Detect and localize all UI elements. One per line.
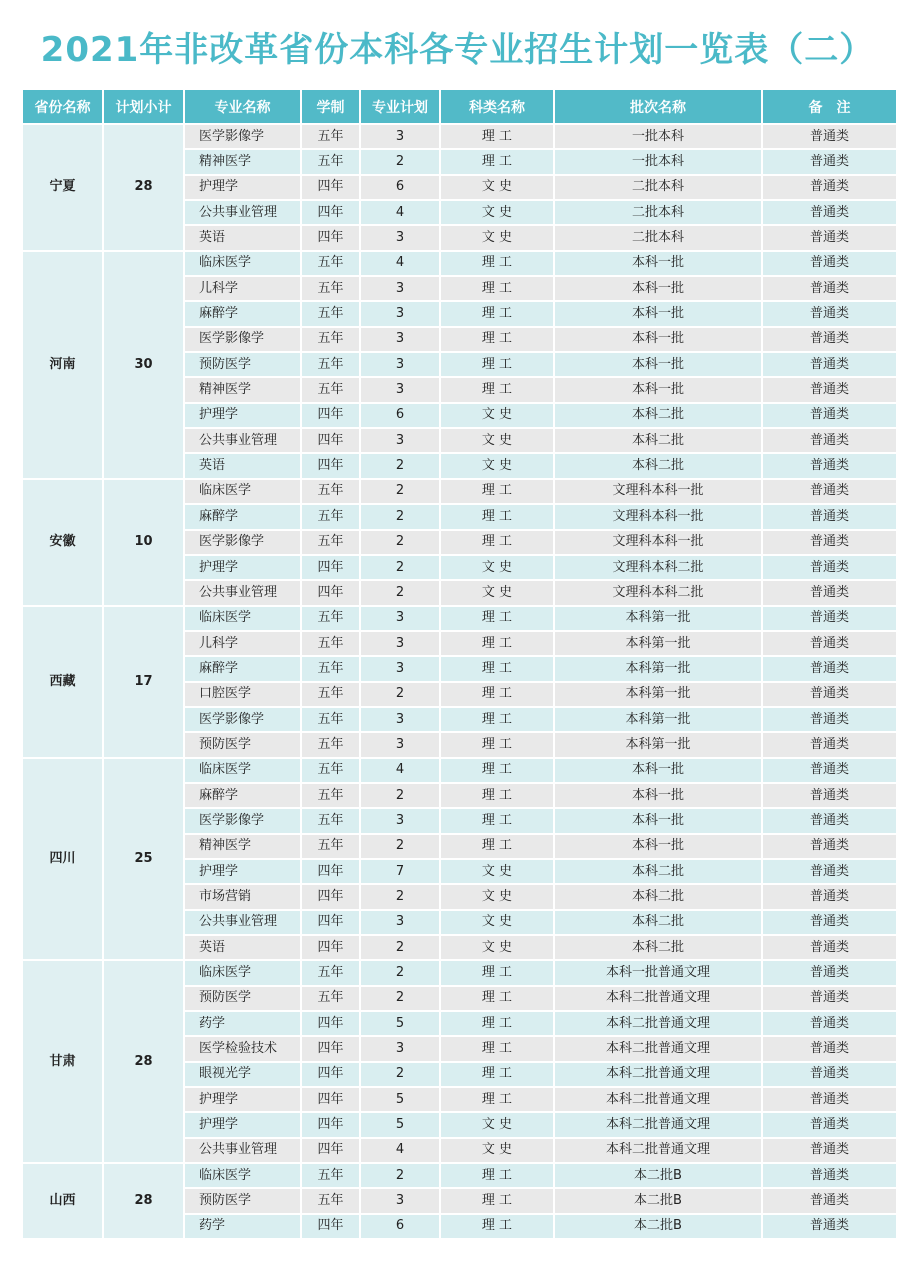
major-cell: 公共事业管理 — [185, 911, 300, 934]
subject-category-cell: 文 史 — [441, 936, 553, 959]
header-major: 专业名称 — [185, 90, 300, 123]
batch-cell: 本科一批 — [555, 353, 761, 376]
subject-category-cell: 理 工 — [441, 531, 553, 554]
batch-cell: 一批本科 — [555, 150, 761, 173]
subject-category-cell: 理 工 — [441, 1037, 553, 1060]
plan-count-cell: 2 — [361, 556, 439, 579]
plan-count-cell: 3 — [361, 632, 439, 655]
subject-category-cell: 理 工 — [441, 632, 553, 655]
remarks-cell: 普通类 — [763, 1113, 896, 1136]
plan-count-cell: 3 — [361, 607, 439, 630]
remarks-cell: 普通类 — [763, 784, 896, 807]
subject-category-cell: 理 工 — [441, 302, 553, 325]
remarks-cell: 普通类 — [763, 1012, 896, 1035]
duration-cell: 四年 — [302, 201, 359, 224]
plan-count-cell: 2 — [361, 531, 439, 554]
batch-cell: 本科一批 — [555, 759, 761, 782]
plan-count-cell: 2 — [361, 835, 439, 858]
major-cell: 临床医学 — [185, 1164, 300, 1187]
plan-count-cell: 5 — [361, 1113, 439, 1136]
major-cell: 临床医学 — [185, 252, 300, 275]
duration-cell: 四年 — [302, 1012, 359, 1035]
batch-cell: 本科二批 — [555, 404, 761, 427]
plan-count-cell: 3 — [361, 1189, 439, 1212]
batch-cell: 本科一批 — [555, 835, 761, 858]
plan-count-cell: 3 — [361, 226, 439, 249]
batch-cell: 本科一批 — [555, 277, 761, 300]
plan-count-cell: 2 — [361, 1164, 439, 1187]
plan-count-cell: 2 — [361, 1063, 439, 1086]
plan-count-cell: 6 — [361, 1215, 439, 1238]
remarks-cell: 普通类 — [763, 733, 896, 756]
batch-cell: 本二批B — [555, 1215, 761, 1238]
batch-cell: 本科一批 — [555, 328, 761, 351]
remarks-cell: 普通类 — [763, 252, 896, 275]
plan-subtotal-cell: 17 — [104, 607, 183, 757]
subject-category-cell: 文 史 — [441, 1139, 553, 1162]
plan-count-cell: 2 — [361, 454, 439, 477]
plan-subtotal-cell: 25 — [104, 759, 183, 960]
plan-count-cell: 2 — [361, 936, 439, 959]
header-remarks: 备 注 — [763, 90, 896, 123]
duration-cell: 五年 — [302, 1164, 359, 1187]
province-name-cell: 西藏 — [23, 607, 102, 757]
major-cell: 儿科学 — [185, 632, 300, 655]
batch-cell: 本二批B — [555, 1189, 761, 1212]
duration-cell: 四年 — [302, 581, 359, 604]
batch-cell: 本科一批普通文理 — [555, 961, 761, 984]
major-cell: 公共事业管理 — [185, 581, 300, 604]
duration-cell: 五年 — [302, 353, 359, 376]
subject-category-cell: 文 史 — [441, 176, 553, 199]
remarks-cell: 普通类 — [763, 987, 896, 1010]
major-cell: 精神医学 — [185, 378, 300, 401]
batch-cell: 本科二批 — [555, 936, 761, 959]
plan-count-cell: 5 — [361, 1012, 439, 1035]
header-subject-category: 科类名称 — [441, 90, 553, 123]
major-cell: 护理学 — [185, 860, 300, 883]
remarks-cell: 普通类 — [763, 1037, 896, 1060]
remarks-cell: 普通类 — [763, 1088, 896, 1111]
subject-category-cell: 理 工 — [441, 1088, 553, 1111]
subject-category-cell: 理 工 — [441, 125, 553, 148]
subject-category-cell: 文 史 — [441, 885, 553, 908]
plan-subtotal-cell: 30 — [104, 252, 183, 478]
remarks-cell: 普通类 — [763, 809, 896, 832]
duration-cell: 五年 — [302, 683, 359, 706]
subject-category-cell: 理 工 — [441, 480, 553, 503]
major-cell: 临床医学 — [185, 480, 300, 503]
subject-category-cell: 理 工 — [441, 708, 553, 731]
plan-count-cell: 2 — [361, 885, 439, 908]
major-cell: 护理学 — [185, 1113, 300, 1136]
plan-count-cell: 3 — [361, 378, 439, 401]
batch-cell: 本科二批普通文理 — [555, 1037, 761, 1060]
remarks-cell: 普通类 — [763, 176, 896, 199]
batch-cell: 文理科本科二批 — [555, 581, 761, 604]
major-cell: 公共事业管理 — [185, 1139, 300, 1162]
plan-count-cell: 3 — [361, 1037, 439, 1060]
plan-subtotal-cell: 28 — [104, 961, 183, 1162]
plan-count-cell: 3 — [361, 328, 439, 351]
duration-cell: 五年 — [302, 531, 359, 554]
batch-cell: 二批本科 — [555, 226, 761, 249]
major-cell: 预防医学 — [185, 987, 300, 1010]
plan-count-cell: 2 — [361, 961, 439, 984]
subject-category-cell: 理 工 — [441, 784, 553, 807]
major-cell: 护理学 — [185, 556, 300, 579]
duration-cell: 五年 — [302, 125, 359, 148]
duration-cell: 四年 — [302, 911, 359, 934]
duration-cell: 五年 — [302, 835, 359, 858]
header-plan-subtotal: 计划小计 — [104, 90, 183, 123]
duration-cell: 五年 — [302, 378, 359, 401]
major-cell: 麻醉学 — [185, 657, 300, 680]
table-row — [23, 125, 896, 148]
batch-cell: 本科二批 — [555, 885, 761, 908]
remarks-cell: 普通类 — [763, 429, 896, 452]
duration-cell: 四年 — [302, 1139, 359, 1162]
major-cell: 精神医学 — [185, 835, 300, 858]
duration-cell: 五年 — [302, 328, 359, 351]
major-cell: 英语 — [185, 454, 300, 477]
page-title: 2021年非改革省份本科各专业招生计划一览表（二） — [40, 30, 875, 70]
remarks-cell: 普通类 — [763, 404, 896, 427]
duration-cell: 四年 — [302, 556, 359, 579]
subject-category-cell: 理 工 — [441, 835, 553, 858]
subject-category-cell: 理 工 — [441, 1012, 553, 1035]
major-cell: 麻醉学 — [185, 784, 300, 807]
province-name-cell: 安徽 — [23, 480, 102, 605]
major-cell: 临床医学 — [185, 961, 300, 984]
major-cell: 临床医学 — [185, 607, 300, 630]
batch-cell: 本科二批 — [555, 454, 761, 477]
major-cell: 眼视光学 — [185, 1063, 300, 1086]
subject-category-cell: 理 工 — [441, 987, 553, 1010]
remarks-cell: 普通类 — [763, 911, 896, 934]
remarks-cell: 普通类 — [763, 961, 896, 984]
remarks-cell: 普通类 — [763, 835, 896, 858]
remarks-cell: 普通类 — [763, 1164, 896, 1187]
batch-cell: 二批本科 — [555, 176, 761, 199]
subject-category-cell: 理 工 — [441, 150, 553, 173]
duration-cell: 四年 — [302, 1063, 359, 1086]
plan-subtotal-cell: 28 — [104, 1164, 183, 1238]
major-cell: 护理学 — [185, 176, 300, 199]
duration-cell: 五年 — [302, 784, 359, 807]
province-name-cell: 河南 — [23, 252, 102, 478]
plan-count-cell: 6 — [361, 176, 439, 199]
subject-category-cell: 理 工 — [441, 505, 553, 528]
plan-count-cell: 6 — [361, 404, 439, 427]
province-name-cell: 四川 — [23, 759, 102, 960]
subject-category-cell: 理 工 — [441, 657, 553, 680]
subject-category-cell: 理 工 — [441, 759, 553, 782]
remarks-cell: 普通类 — [763, 759, 896, 782]
remarks-cell: 普通类 — [763, 480, 896, 503]
major-cell: 医学影像学 — [185, 708, 300, 731]
duration-cell: 四年 — [302, 1215, 359, 1238]
header-batch: 批次名称 — [555, 90, 761, 123]
subject-category-cell: 理 工 — [441, 607, 553, 630]
remarks-cell: 普通类 — [763, 632, 896, 655]
batch-cell: 本科二批 — [555, 911, 761, 934]
subject-category-cell: 理 工 — [441, 961, 553, 984]
duration-cell: 五年 — [302, 252, 359, 275]
remarks-cell: 普通类 — [763, 1139, 896, 1162]
major-cell: 医学影像学 — [185, 328, 300, 351]
subject-category-cell: 理 工 — [441, 1164, 553, 1187]
major-cell: 临床医学 — [185, 759, 300, 782]
subject-category-cell: 文 史 — [441, 226, 553, 249]
major-cell: 医学影像学 — [185, 809, 300, 832]
major-cell: 药学 — [185, 1012, 300, 1035]
remarks-cell: 普通类 — [763, 936, 896, 959]
header-row — [23, 90, 896, 123]
plan-count-cell: 4 — [361, 759, 439, 782]
plan-count-cell: 3 — [361, 733, 439, 756]
remarks-cell: 普通类 — [763, 125, 896, 148]
duration-cell: 五年 — [302, 1189, 359, 1212]
major-cell: 公共事业管理 — [185, 429, 300, 452]
plan-count-cell: 3 — [361, 708, 439, 731]
batch-cell: 本科一批 — [555, 809, 761, 832]
remarks-cell: 普通类 — [763, 683, 896, 706]
major-cell: 儿科学 — [185, 277, 300, 300]
remarks-cell: 普通类 — [763, 581, 896, 604]
remarks-cell: 普通类 — [763, 454, 896, 477]
batch-cell: 本科一批 — [555, 784, 761, 807]
table-row — [23, 252, 896, 275]
table-row — [23, 480, 896, 503]
remarks-cell: 普通类 — [763, 607, 896, 630]
major-cell: 医学检验技术 — [185, 1037, 300, 1060]
duration-cell: 四年 — [302, 454, 359, 477]
plan-subtotal-cell: 10 — [104, 480, 183, 605]
duration-cell: 五年 — [302, 733, 359, 756]
subject-category-cell: 理 工 — [441, 328, 553, 351]
duration-cell: 四年 — [302, 860, 359, 883]
plan-count-cell: 3 — [361, 809, 439, 832]
province-name-cell: 山西 — [23, 1164, 102, 1238]
table-row — [23, 759, 896, 782]
plan-count-cell: 5 — [361, 1088, 439, 1111]
remarks-cell: 普通类 — [763, 657, 896, 680]
subject-category-cell: 文 史 — [441, 911, 553, 934]
subject-category-cell: 理 工 — [441, 683, 553, 706]
batch-cell: 本科二批普通文理 — [555, 1063, 761, 1086]
duration-cell: 四年 — [302, 885, 359, 908]
batch-cell: 本科一批 — [555, 378, 761, 401]
remarks-cell: 普通类 — [763, 226, 896, 249]
batch-cell: 本科一批 — [555, 302, 761, 325]
header-duration: 学制 — [302, 90, 359, 123]
subject-category-cell: 文 史 — [441, 556, 553, 579]
duration-cell: 五年 — [302, 302, 359, 325]
plan-count-cell: 3 — [361, 429, 439, 452]
batch-cell: 本科二批普通文理 — [555, 987, 761, 1010]
subject-category-cell: 理 工 — [441, 353, 553, 376]
subject-category-cell: 文 史 — [441, 454, 553, 477]
plan-count-cell: 4 — [361, 1139, 439, 1162]
remarks-cell: 普通类 — [763, 505, 896, 528]
duration-cell: 五年 — [302, 505, 359, 528]
subject-category-cell: 理 工 — [441, 378, 553, 401]
plan-count-cell: 3 — [361, 302, 439, 325]
batch-cell: 本科第一批 — [555, 708, 761, 731]
duration-cell: 五年 — [302, 150, 359, 173]
plan-count-cell: 2 — [361, 505, 439, 528]
subject-category-cell: 理 工 — [441, 1189, 553, 1212]
batch-cell: 本科二批普通文理 — [555, 1139, 761, 1162]
header-major-plan: 专业计划 — [361, 90, 439, 123]
batch-cell: 文理科本科一批 — [555, 480, 761, 503]
major-cell: 预防医学 — [185, 733, 300, 756]
batch-cell: 本科第一批 — [555, 607, 761, 630]
remarks-cell: 普通类 — [763, 531, 896, 554]
duration-cell: 四年 — [302, 1088, 359, 1111]
duration-cell: 四年 — [302, 176, 359, 199]
enrollment-table — [21, 88, 898, 1240]
major-cell: 麻醉学 — [185, 505, 300, 528]
major-cell: 护理学 — [185, 1088, 300, 1111]
plan-count-cell: 2 — [361, 150, 439, 173]
batch-cell: 文理科本科一批 — [555, 531, 761, 554]
remarks-cell: 普通类 — [763, 201, 896, 224]
duration-cell: 四年 — [302, 429, 359, 452]
batch-cell: 本科二批普通文理 — [555, 1012, 761, 1035]
subject-category-cell: 理 工 — [441, 809, 553, 832]
batch-cell: 二批本科 — [555, 201, 761, 224]
batch-cell: 本科二批普通文理 — [555, 1113, 761, 1136]
batch-cell: 文理科本科一批 — [555, 505, 761, 528]
duration-cell: 五年 — [302, 657, 359, 680]
remarks-cell: 普通类 — [763, 860, 896, 883]
remarks-cell: 普通类 — [763, 1189, 896, 1212]
batch-cell: 本科二批 — [555, 429, 761, 452]
batch-cell: 本科第一批 — [555, 733, 761, 756]
major-cell: 护理学 — [185, 404, 300, 427]
province-name-cell: 甘肃 — [23, 961, 102, 1162]
duration-cell: 五年 — [302, 759, 359, 782]
remarks-cell: 普通类 — [763, 1063, 896, 1086]
duration-cell: 五年 — [302, 277, 359, 300]
header-province: 省份名称 — [23, 90, 102, 123]
batch-cell: 本科第一批 — [555, 657, 761, 680]
subject-category-cell: 文 史 — [441, 404, 553, 427]
duration-cell: 五年 — [302, 607, 359, 630]
duration-cell: 五年 — [302, 987, 359, 1010]
table-row — [23, 1164, 896, 1187]
remarks-cell: 普通类 — [763, 378, 896, 401]
batch-cell: 本科二批普通文理 — [555, 1088, 761, 1111]
major-cell: 医学影像学 — [185, 531, 300, 554]
subject-category-cell: 文 史 — [441, 201, 553, 224]
plan-count-cell: 4 — [361, 201, 439, 224]
remarks-cell: 普通类 — [763, 1215, 896, 1238]
duration-cell: 四年 — [302, 404, 359, 427]
duration-cell: 四年 — [302, 1037, 359, 1060]
plan-count-cell: 2 — [361, 987, 439, 1010]
duration-cell: 四年 — [302, 936, 359, 959]
plan-count-cell: 4 — [361, 252, 439, 275]
plan-count-cell: 2 — [361, 683, 439, 706]
remarks-cell: 普通类 — [763, 277, 896, 300]
plan-count-cell: 7 — [361, 860, 439, 883]
subject-category-cell: 文 史 — [441, 581, 553, 604]
duration-cell: 五年 — [302, 632, 359, 655]
remarks-cell: 普通类 — [763, 556, 896, 579]
plan-subtotal-cell: 28 — [104, 125, 183, 250]
remarks-cell: 普通类 — [763, 150, 896, 173]
major-cell: 麻醉学 — [185, 302, 300, 325]
major-cell: 药学 — [185, 1215, 300, 1238]
subject-category-cell: 理 工 — [441, 733, 553, 756]
major-cell: 英语 — [185, 226, 300, 249]
batch-cell: 本科二批 — [555, 860, 761, 883]
table-row — [23, 961, 896, 984]
subject-category-cell: 文 史 — [441, 860, 553, 883]
plan-count-cell: 2 — [361, 480, 439, 503]
subject-category-cell: 文 史 — [441, 429, 553, 452]
major-cell: 预防医学 — [185, 1189, 300, 1212]
major-cell: 医学影像学 — [185, 125, 300, 148]
table-row — [23, 607, 896, 630]
batch-cell: 本科第一批 — [555, 683, 761, 706]
province-name-cell: 宁夏 — [23, 125, 102, 250]
plan-count-cell: 3 — [361, 353, 439, 376]
table-header — [23, 90, 896, 123]
duration-cell: 四年 — [302, 226, 359, 249]
subject-category-cell: 文 史 — [441, 1113, 553, 1136]
subject-category-cell: 理 工 — [441, 1063, 553, 1086]
subject-category-cell: 理 工 — [441, 277, 553, 300]
subject-category-cell: 理 工 — [441, 252, 553, 275]
batch-cell: 本科第一批 — [555, 632, 761, 655]
duration-cell: 五年 — [302, 809, 359, 832]
batch-cell: 本二批B — [555, 1164, 761, 1187]
major-cell: 公共事业管理 — [185, 201, 300, 224]
subject-category-cell: 理 工 — [441, 1215, 553, 1238]
plan-count-cell: 2 — [361, 581, 439, 604]
major-cell: 精神医学 — [185, 150, 300, 173]
duration-cell: 五年 — [302, 961, 359, 984]
batch-cell: 文理科本科二批 — [555, 556, 761, 579]
major-cell: 英语 — [185, 936, 300, 959]
remarks-cell: 普通类 — [763, 885, 896, 908]
major-cell: 市场营销 — [185, 885, 300, 908]
remarks-cell: 普通类 — [763, 302, 896, 325]
plan-count-cell: 3 — [361, 125, 439, 148]
plan-count-cell: 3 — [361, 277, 439, 300]
duration-cell: 四年 — [302, 1113, 359, 1136]
plan-count-cell: 3 — [361, 911, 439, 934]
batch-cell: 本科一批 — [555, 252, 761, 275]
remarks-cell: 普通类 — [763, 328, 896, 351]
major-cell: 口腔医学 — [185, 683, 300, 706]
duration-cell: 五年 — [302, 708, 359, 731]
major-cell: 预防医学 — [185, 353, 300, 376]
plan-count-cell: 3 — [361, 657, 439, 680]
duration-cell: 五年 — [302, 480, 359, 503]
remarks-cell: 普通类 — [763, 353, 896, 376]
batch-cell: 一批本科 — [555, 125, 761, 148]
table-body — [23, 125, 896, 1238]
remarks-cell: 普通类 — [763, 708, 896, 731]
plan-count-cell: 2 — [361, 784, 439, 807]
